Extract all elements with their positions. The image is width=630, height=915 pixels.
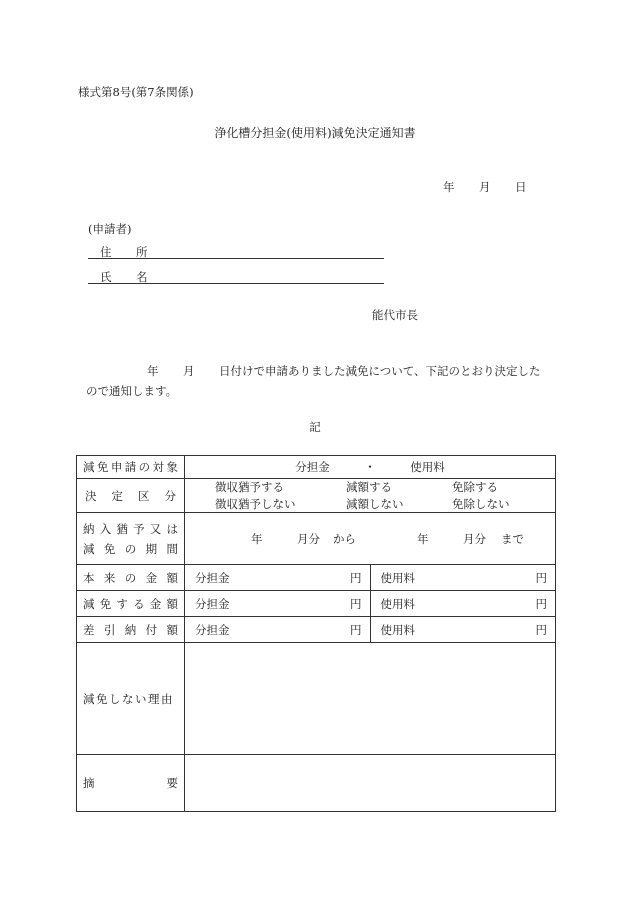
decision-options <box>185 479 556 513</box>
period-to-month: 月分 <box>463 532 486 546</box>
option-no-defer[interactable]: 徴収猶予しない <box>215 497 296 511</box>
period-from-year: 年 <box>251 532 263 546</box>
option-no-reduce[interactable]: 減額しない <box>346 497 404 511</box>
address-field[interactable] <box>88 244 384 259</box>
table-row-period <box>77 513 556 565</box>
option-reduce[interactable]: 減額する <box>346 480 392 494</box>
ki-heading: 記 <box>309 420 321 434</box>
issuer-name: 能代市長 <box>372 308 418 322</box>
period-label: 納 入 猶 予 又 は 減 免 の 期 間 <box>77 513 185 565</box>
table-row-reduction-amount <box>77 591 556 617</box>
option-defer[interactable]: 徴収猶予する <box>215 480 284 494</box>
applicant-label: (申請者) <box>88 222 132 236</box>
decision-table <box>76 455 556 812</box>
target-value[interactable]: 分担金 ・ 使用料 <box>185 456 556 479</box>
net-amount-label: 差 引 納 付 額 <box>77 617 185 643</box>
reduction-amount-cell <box>185 591 556 617</box>
period-from-month: 月分 <box>297 532 320 546</box>
decision-label: 決 定 区 分 <box>77 479 185 513</box>
net-amount-cell <box>185 617 556 643</box>
option-no-exempt[interactable]: 免除しない <box>452 497 510 511</box>
net-usage-amount[interactable]: 使用料 円 <box>370 617 556 642</box>
name-field[interactable] <box>88 269 384 284</box>
body-month: 月 <box>183 364 195 378</box>
original-amount-label: 本 来 の 金 額 <box>77 565 185 591</box>
original-usage-amount[interactable]: 使用料 円 <box>370 565 556 590</box>
period-to-year: 年 <box>417 532 429 546</box>
name-label-2: 名 <box>136 270 148 284</box>
net-share-amount[interactable]: 分担金 円 <box>195 622 362 637</box>
address-label-2: 所 <box>136 245 148 259</box>
address-label-1: 住 <box>100 245 112 259</box>
remarks-field[interactable] <box>185 755 556 812</box>
table-row-target <box>77 456 556 479</box>
reduction-amount-label: 減 免 す る 金 額 <box>77 591 185 617</box>
reduction-usage-amount[interactable]: 使用料 円 <box>370 591 556 616</box>
name-label-1: 氏 <box>100 270 112 284</box>
period-value[interactable] <box>185 513 556 565</box>
date-month-label: 月 <box>479 180 491 194</box>
date-day-label: 日 <box>515 180 527 194</box>
document-title: 浄化槽分担金(使用料)減免決定通知書 <box>214 126 416 140</box>
form-number: 様式第8号(第7条関係) <box>78 85 194 99</box>
original-share-amount[interactable]: 分担金 円 <box>195 570 362 585</box>
table-row-net-amount <box>77 617 556 643</box>
table-row-decision <box>77 479 556 513</box>
body-text-line2: ので通知します。 <box>86 384 178 398</box>
table-row-remarks <box>77 755 556 812</box>
period-to-word: まで <box>501 532 524 546</box>
date-year-label: 年 <box>443 180 455 194</box>
remarks-label: 摘 要 <box>77 755 185 812</box>
target-label: 減 免 申 請 の 対 象 <box>77 456 185 479</box>
original-amount-cell <box>185 565 556 591</box>
reason-label: 減免しない理由 <box>77 643 185 755</box>
body-text-line1: 日付けで申請ありました減免について、下記のとおり決定した <box>219 364 541 378</box>
table-row-reason <box>77 643 556 755</box>
period-from-word: から <box>333 532 356 546</box>
table-row-original-amount <box>77 565 556 591</box>
reason-field[interactable] <box>185 643 556 755</box>
body-year: 年 <box>147 364 159 378</box>
option-exempt[interactable]: 免除する <box>452 480 498 494</box>
reduction-share-amount[interactable]: 分担金 円 <box>195 596 362 611</box>
